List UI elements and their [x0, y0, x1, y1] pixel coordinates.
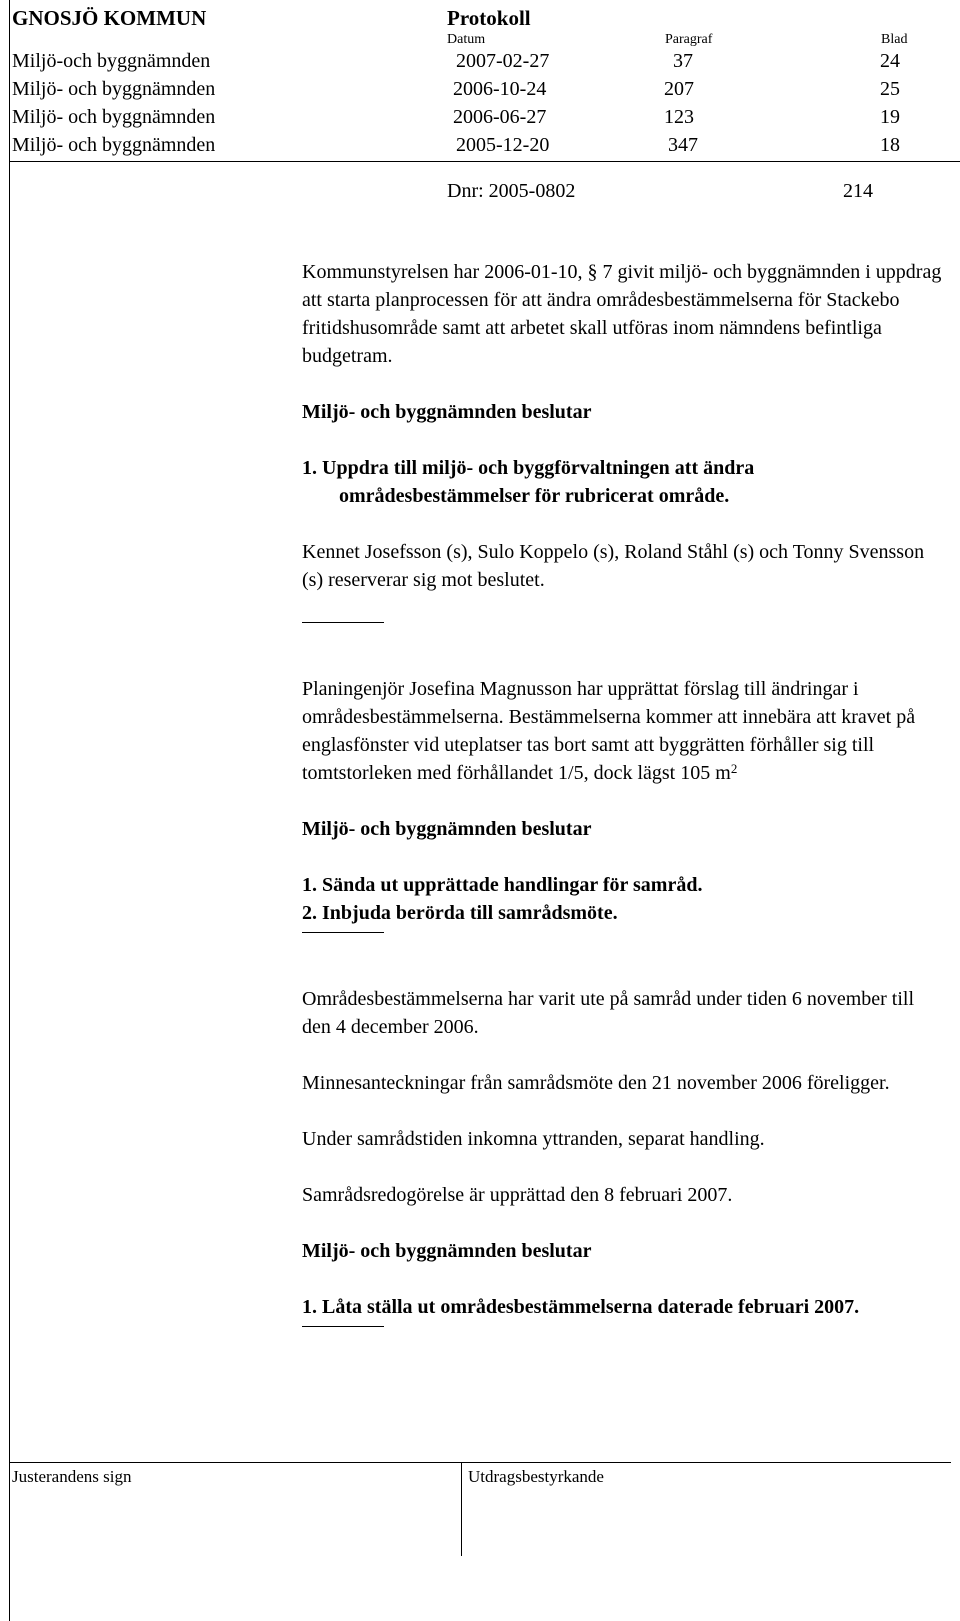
row-paragraph: 37: [673, 50, 693, 72]
row-body: Miljö- och byggnämnden: [12, 78, 216, 100]
paragraph: Samrådsredogörelse är upprättad den 8 februari 2007.: [302, 1184, 733, 1206]
row-date: 2005-12-20: [456, 134, 550, 156]
row-paragraph: 347: [668, 134, 698, 156]
row-body: Miljö-och byggnämnden: [12, 50, 211, 72]
paragraph: Kennet Josefsson (s), Sulo Koppelo (s), Roland Ståhl (s) och Tonny Svensson (s) reserverar sig mot beslutet.: [302, 541, 925, 591]
paragraph: Minnesanteckningar från samrådsmöte den 21 november 2006 föreligger.: [302, 1072, 890, 1094]
header-row: [12, 106, 912, 134]
column-header-date: Datum: [447, 32, 486, 47]
decision-item: 2. Inbjuda berörda till samrådsmöte.: [302, 902, 618, 924]
row-date: 2006-06-27: [453, 106, 547, 128]
column-header-paragraph: Paragraf: [665, 32, 713, 47]
header-row: [12, 78, 912, 106]
decision-item: 1. Låta ställa ut områdesbestämmelserna daterade februari 2007.: [302, 1296, 860, 1318]
section-separator: [302, 1326, 384, 1327]
paragraph: [302, 675, 942, 787]
row-body: Miljö- och byggnämnden: [12, 134, 216, 156]
decision-heading: Miljö- och byggnämnden beslutar: [302, 1240, 592, 1262]
protocol-body: [302, 258, 942, 1327]
row-paragraph: 123: [664, 106, 694, 128]
decision-heading: Miljö- och byggnämnden beslutar: [302, 401, 592, 423]
case-number: Dnr: 2005-0802: [447, 180, 576, 202]
superscript: 2: [730, 761, 738, 776]
decision-item: 1. Uppdra till miljö- och byggförvaltningen att ändra områdesbestämmelser för rubricerat område.: [302, 457, 755, 507]
row-sheet: 24: [880, 50, 900, 72]
row-sheet: 25: [880, 78, 900, 100]
row-sheet: 18: [880, 134, 900, 156]
row-date: 2006-10-24: [453, 78, 547, 100]
footer-column-divider: [461, 1462, 462, 1556]
document-title: Protokoll: [447, 6, 531, 30]
header-row: [12, 134, 912, 162]
row-sheet: 19: [880, 106, 900, 128]
paragraph: Kommunstyrelsen har 2006-01-10, § 7 givit miljö- och byggnämnden i uppdrag att starta planprocessen för att ändra områdesbestämmelserna för Stackebo fritidshusområde samt att arbetet skall utföras inom nämndens befintliga budgetram.: [302, 261, 942, 367]
paragraph-text: Planingenjör Josefina Magnusson har upprättat förslag till ändringar i områdesbestämmelserna. Bestämmelserna kommer att innebära att kravet på englasfönster vid uteplatser tas bort samt att byggrätten förhåller sig till tomtstorleken med förhållandet 1/5, dock lägst 105 m: [302, 678, 916, 784]
header-divider: [9, 161, 960, 162]
footer-divider: [9, 1462, 951, 1463]
paragraph: Områdesbestämmelserna har varit ute på samråd under tiden 6 november till den 4 december 2006.: [302, 988, 915, 1038]
column-header-sheet: Blad: [881, 32, 908, 47]
left-margin-line: [9, 0, 10, 1621]
row-date: 2007-02-27: [456, 50, 550, 72]
header-row: [12, 50, 912, 78]
paragraph: Under samrådstiden inkomna yttranden, separat handling.: [302, 1128, 765, 1150]
organization-name: GNOSJÖ KOMMUN: [12, 6, 207, 30]
row-body: Miljö- och byggnämnden: [12, 106, 216, 128]
decision-heading: Miljö- och byggnämnden beslutar: [302, 818, 592, 840]
certification-label: Utdragsbestyrkande: [468, 1467, 604, 1486]
decision-item: 1. Sända ut upprättade handlingar för samråd.: [302, 874, 703, 896]
case-paragraph: 214: [843, 180, 873, 202]
adjuster-signature-label: Justerandens sign: [12, 1467, 132, 1486]
row-paragraph: 207: [664, 78, 694, 100]
